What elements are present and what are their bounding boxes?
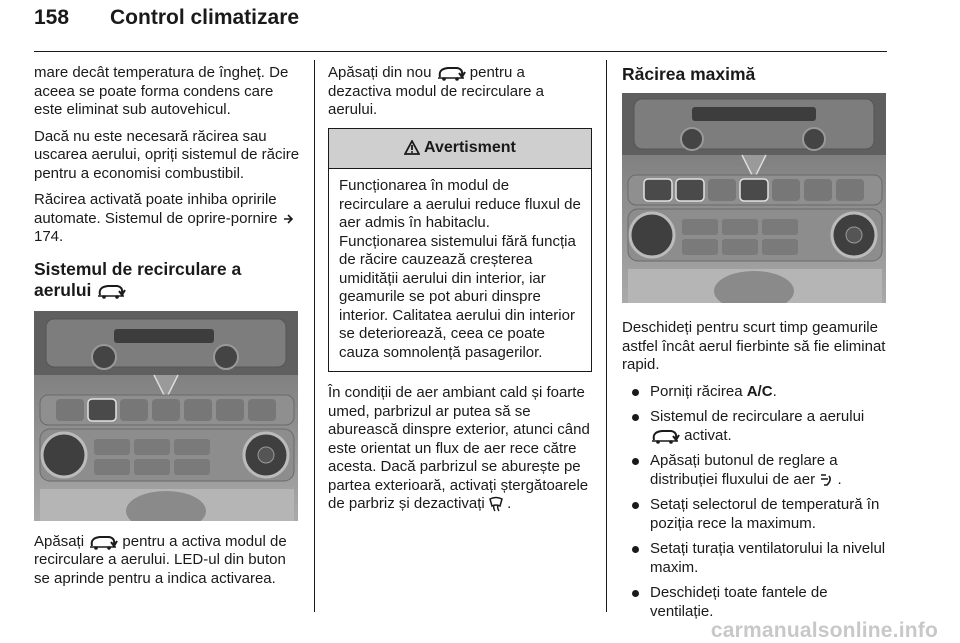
list-item-text: Porniți răcirea (650, 382, 743, 400)
header-rule (34, 51, 887, 52)
left-column (34, 64, 300, 596)
list-item (622, 452, 888, 489)
column-divider-right (606, 60, 607, 612)
bullet (632, 546, 639, 553)
heading-line: aerului (34, 279, 92, 300)
list-item (622, 540, 888, 577)
page-title: Control climatizare (110, 6, 300, 29)
paragraph (34, 191, 300, 247)
windscreen-defog-icon (489, 495, 507, 512)
list-item-text: Setați selectorul de temperatură în poziția rece la maximum. (650, 496, 880, 532)
airflow-distribution-icon (819, 471, 837, 488)
column-divider-left (314, 60, 315, 612)
warning-box (328, 128, 592, 373)
ac-label: A/C (746, 382, 773, 400)
reference-arrow-icon (282, 210, 294, 227)
punctuation: . (772, 382, 777, 400)
paragraph: Deschideți pentru scurt timp geamurile astfel încât aerul fierbinte să fie eliminat rapid. (622, 319, 886, 373)
paragraph-text: Răcirea activată poate inhiba opririle automate. Sistemul de oprire-pornire (34, 191, 278, 227)
instruction-list (622, 383, 888, 622)
list-item (622, 496, 888, 533)
section-heading (34, 259, 300, 301)
warning-triangle-icon (404, 139, 424, 156)
heading-line: Sistemul de recirculare a (34, 258, 242, 279)
list-item-text: Deschideți toate fantele de ventilație. (650, 584, 828, 620)
paragraph: Dacă nu este necesară răcirea sau uscarea aerului, opriți sistemul de răcire pentru a economisi combustibil. (34, 127, 300, 182)
paragraph: mare decât temperatura de îngheț. De aceea se poate forma condens care este eliminat sub autovehicul. (34, 64, 289, 118)
warning-text: Funcționarea în modul de recirculare a aerului reduce fluxul de aer admis în habitaclu. (339, 177, 581, 231)
page-number: 158 (34, 6, 70, 29)
warning-body (329, 169, 591, 371)
list-item (622, 584, 888, 621)
caption-text: Apăsați (34, 532, 85, 550)
climate-panel-image (622, 93, 886, 303)
paragraph-text: pentru a dezactiva modul de recirculare a aerului. (328, 64, 544, 118)
paragraph-text: Apăsați din nou (328, 64, 432, 81)
recirculation-icon (96, 280, 126, 300)
bullet (632, 590, 639, 597)
warning-header (329, 129, 591, 170)
list-item-text: Sistemul de recirculare a aerului (650, 408, 865, 425)
bullet (632, 458, 639, 465)
section-heading: Răcirea maximă (622, 64, 756, 84)
paragraph (328, 64, 592, 120)
caption-text: pentru a activa modul de recirculare a aerului. LED-ul din buton se aprinde pentru a indica activarea. (34, 532, 287, 587)
list-item-text: activat. (684, 426, 732, 444)
list-item (622, 408, 888, 445)
list-item-text: Apăsați butonul de reglare a distribuției fluxului de aer (650, 452, 838, 488)
page-reference: 174. (34, 228, 64, 245)
bullet (632, 389, 639, 396)
recirculation-icon (650, 427, 680, 444)
bullet (632, 414, 639, 421)
list-item (622, 383, 888, 402)
recirculation-icon (88, 533, 118, 550)
bullet (632, 502, 639, 509)
recirculation-icon (436, 64, 466, 81)
climate-panel-image (34, 311, 298, 521)
right-column (622, 64, 888, 628)
paragraph: În condiții de aer ambiant cald și foarte umed, parbrizul ar putea să se aburească dinspre exterior, atunci când este orientat un flux de aer rece către acesta. Dacă parbrizul se aburește pe partea exterioară, activați ștergătoarele de parbriz și dezactivați . (328, 384, 590, 512)
warning-title: Avertisment (423, 138, 516, 156)
watermark: carmanualsonline.info (710, 619, 938, 642)
image-caption (34, 533, 300, 589)
paragraph-text: În condiții de aer ambiant cald și foarte umed, parbrizul ar putea să se aburească dinspre exterior, atunci când este orientat un flux de aer rece către acesta. Dacă parbrizul se aburește pe partea exterioară, activați ștergătoarele de parbriz și dezactivați (328, 384, 590, 512)
list-item-text: Setați turația ventilatorului la nivelul maxim. (650, 540, 886, 576)
punctuation: . (837, 470, 842, 488)
middle-column (328, 64, 592, 522)
warning-text: Funcționarea sistemului fără funcția de răcire cauzează creșterea umidității aerului din interior, iar geamurile se pot aburi dinspre interior. Calitatea aerului din interior se deteriorează, ceea ce poate cauza somnolență pasagerilor. (339, 232, 576, 361)
